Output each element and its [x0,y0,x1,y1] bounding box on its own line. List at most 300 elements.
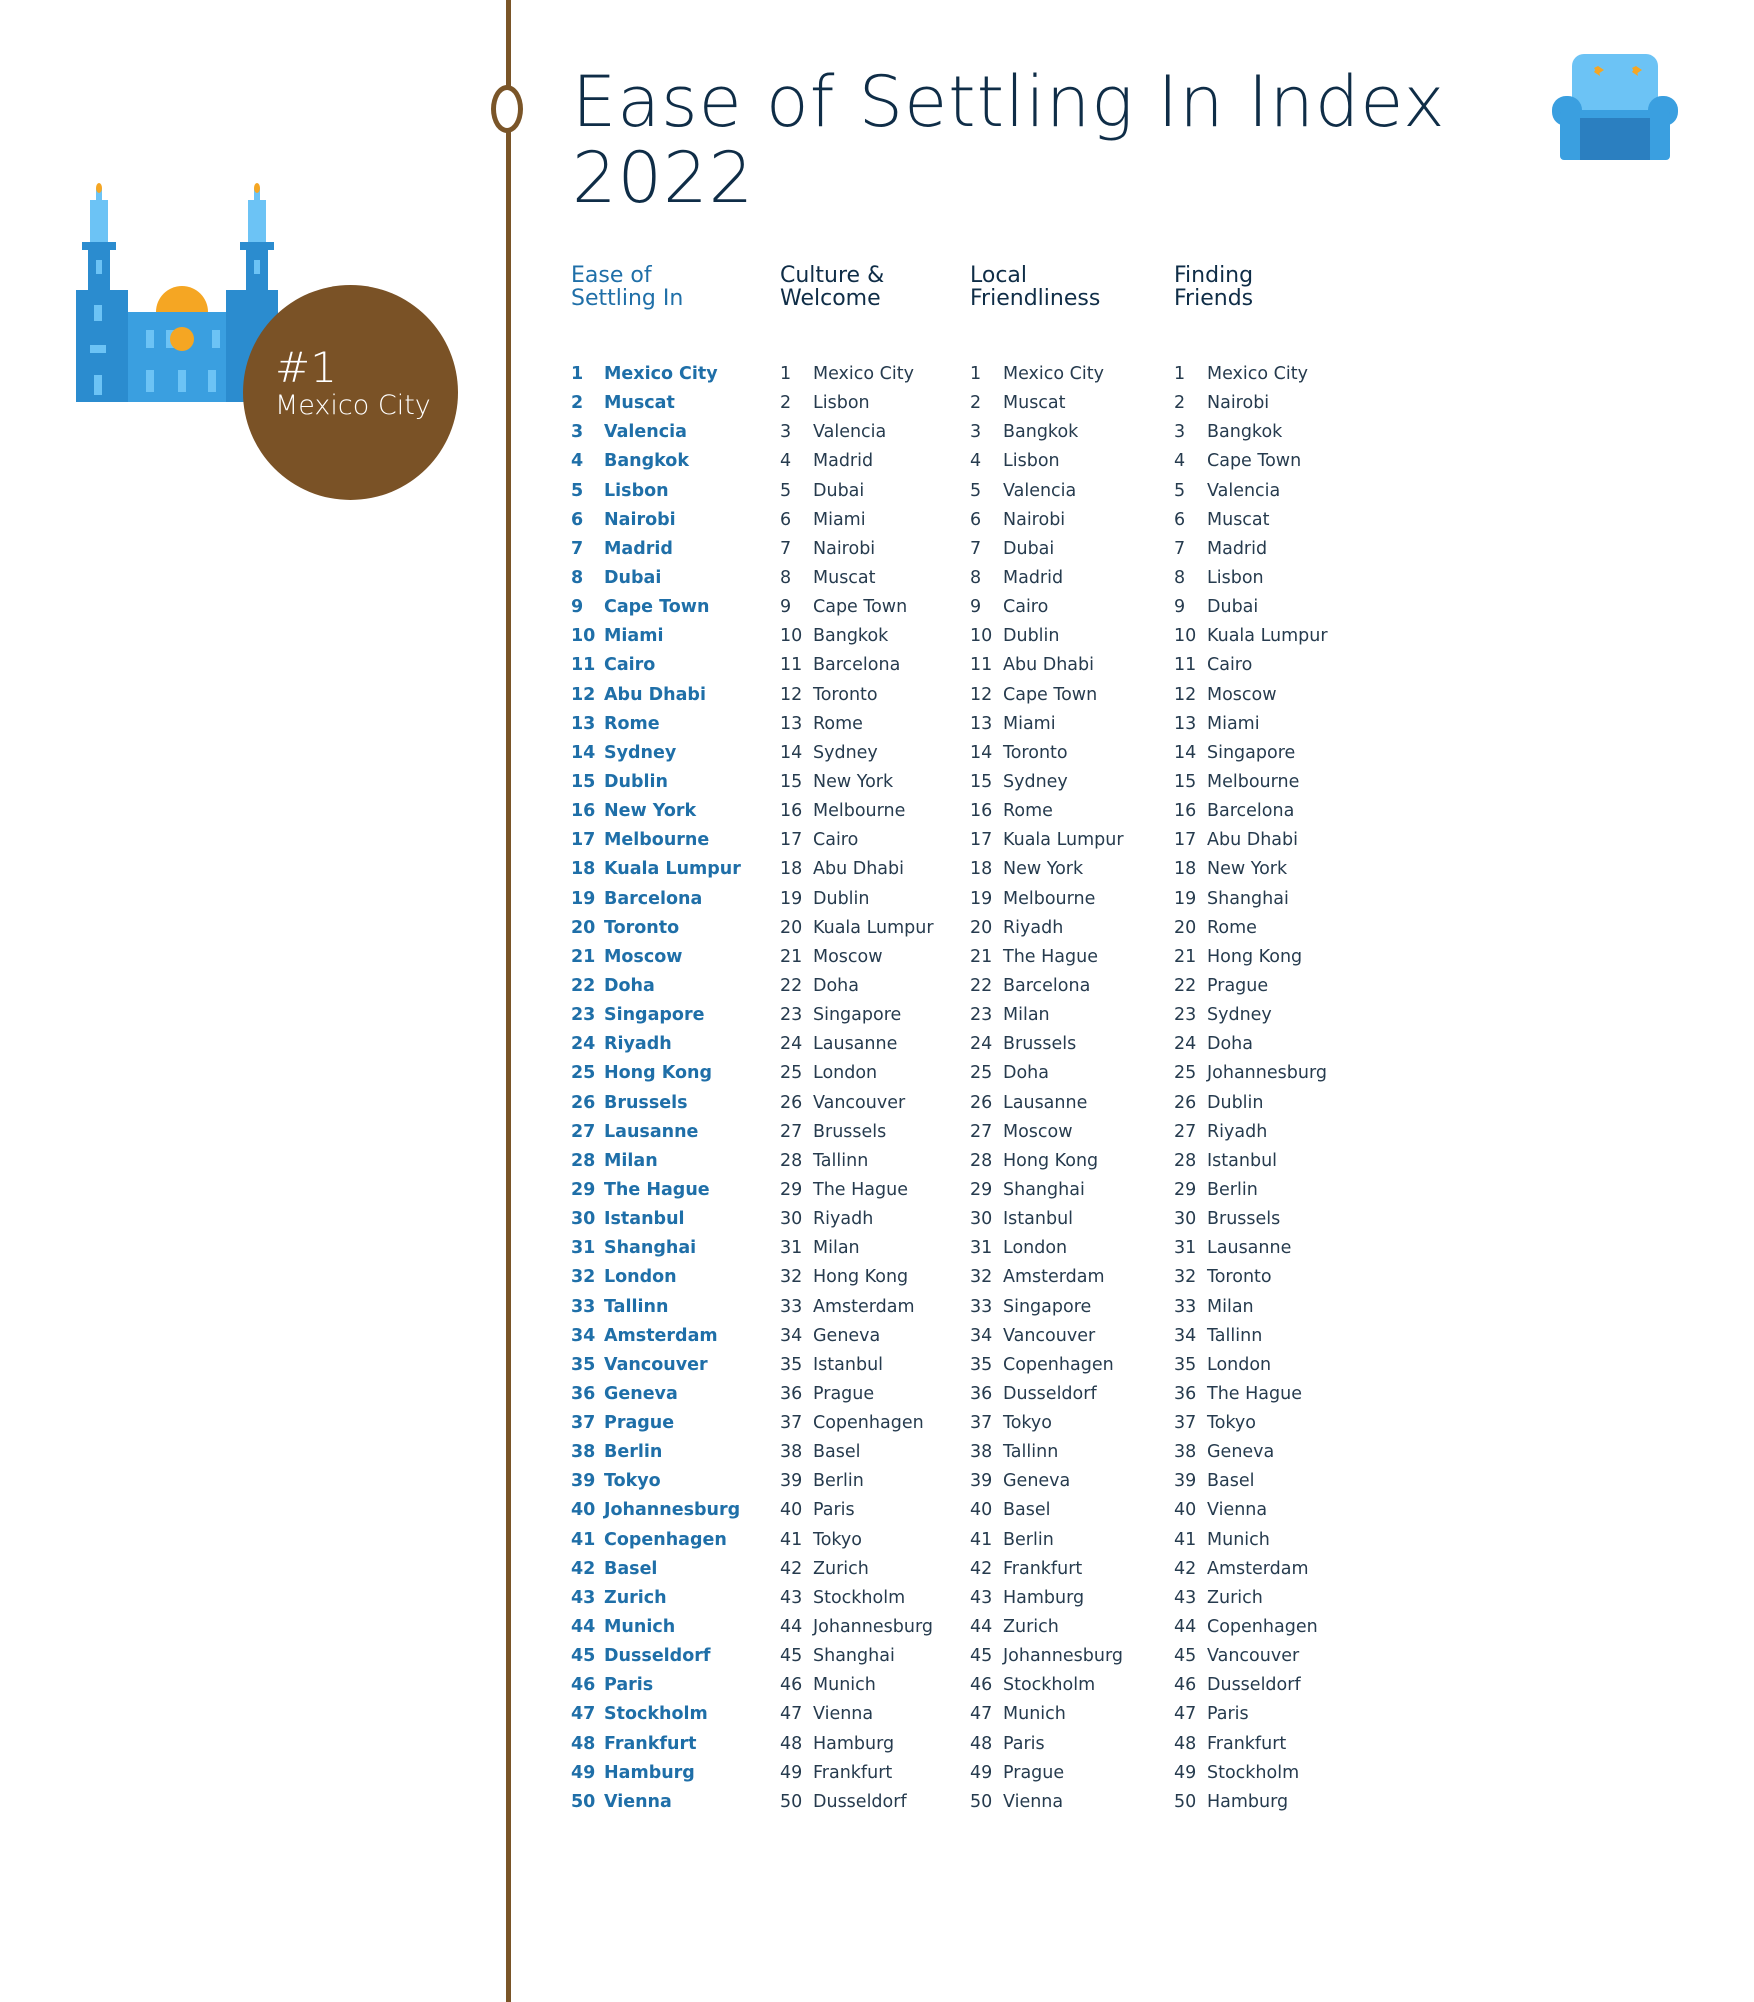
city-name: Geneva [1003,1471,1071,1492]
city-name: Miami [604,626,664,647]
list-item [970,1702,1124,1731]
rank-number: 12 [780,684,803,705]
list-item [571,1790,741,1819]
column-header: Finding Friends [1174,263,1254,311]
city-name: Tallinn [1003,1442,1059,1463]
list-item [780,1207,934,1236]
rank-number: 2 [571,393,584,414]
list-item [970,857,1124,886]
rank-number: 23 [780,1005,803,1026]
rank-number: 34 [780,1325,803,1346]
rank-number: 43 [1174,1587,1197,1608]
list-item [970,1061,1124,1090]
title-line-2: 2022 [572,137,755,219]
rank-number: 17 [571,830,596,851]
rank-number: 41 [780,1529,803,1550]
rank-number: 48 [1174,1733,1197,1754]
list-item [1174,945,1328,974]
city-name: Frankfurt [813,1762,893,1783]
city-name: Copenhagen [1003,1354,1114,1375]
rank-number: 24 [780,1034,803,1055]
city-name: Basel [1207,1471,1255,1492]
rank-number: 45 [780,1646,803,1667]
rank-number: 41 [970,1529,993,1550]
city-name: Dusseldorf [813,1791,907,1812]
rank-number: 22 [571,975,596,996]
rank-number: 45 [571,1646,596,1667]
city-name: Moscow [604,946,683,967]
rank-number: 44 [1174,1617,1197,1638]
rank-number: 20 [1174,917,1197,938]
city-name: Shanghai [1003,1179,1085,1200]
city-name: Milan [1003,1005,1050,1026]
rank-number: 49 [970,1762,993,1783]
city-name: Mexico City [1207,364,1308,384]
rank-number: 15 [571,771,596,792]
rank-number: 1 [1174,364,1186,384]
rank-number: 1 [780,364,792,384]
list-item [970,624,1124,653]
ranking-list [1174,362,1328,1819]
list-item [1174,1673,1328,1702]
city-name: Lisbon [604,480,669,501]
list-item [780,508,934,537]
list-item [571,624,741,653]
rank-number: 21 [571,946,596,967]
city-name: Basel [1003,1500,1051,1521]
ranking-list [970,362,1124,1819]
rank-number: 16 [970,801,993,822]
rank-number: 47 [780,1704,803,1725]
rank-number: 42 [571,1558,596,1579]
list-item [571,799,741,828]
city-name: Melbourne [1003,888,1096,909]
city-name: Dublin [1207,1092,1264,1113]
rank-number: 47 [1174,1704,1197,1725]
rank-number: 27 [780,1121,803,1142]
list-item [780,712,934,741]
rank-number: 45 [1174,1646,1197,1667]
city-name: Vienna [1003,1791,1064,1812]
city-name: Johannesburg [1207,1063,1327,1084]
list-item [970,537,1124,566]
city-name: Muscat [1207,509,1270,530]
rank-number: 33 [970,1296,993,1317]
rank-number: 18 [571,859,596,880]
list-item [571,1440,741,1469]
rank-number: 46 [970,1675,993,1696]
list-item [1174,741,1328,770]
city-name: London [1003,1238,1068,1259]
rank-number: 13 [970,713,993,734]
city-name: The Hague [604,1179,710,1200]
ranking-list [780,362,934,1819]
rank-number: 23 [571,1005,596,1026]
rank-number: 41 [571,1529,596,1550]
list-item [571,420,741,449]
list-item [1174,1382,1328,1411]
list-item [970,1382,1124,1411]
list-item [970,1615,1124,1644]
city-name: Dubai [1003,538,1055,559]
rank-number: 15 [1174,771,1197,792]
city-name: Kuala Lumpur [1003,830,1124,851]
rank-number: 5 [1174,480,1186,501]
rank-number: 11 [1174,655,1197,676]
list-item [780,1528,934,1557]
list-item [571,595,741,624]
list-item [780,1673,934,1702]
city-name: Lausanne [604,1121,699,1142]
list-item [571,1236,741,1265]
timeline-ring [491,85,523,133]
list-item [571,1411,741,1440]
rank-number: 9 [780,597,792,618]
rank-number: 30 [1174,1209,1197,1230]
city-name: New York [1207,859,1288,880]
list-item [1174,1411,1328,1440]
rank-number: 25 [970,1063,993,1084]
rank-number: 31 [1174,1238,1197,1259]
city-name: Miami [1207,713,1260,734]
rank-number: 17 [780,830,803,851]
list-item [571,362,741,391]
city-name: Toronto [813,684,878,705]
list-item [780,479,934,508]
list-item [970,1236,1124,1265]
rank-number: 11 [571,655,596,676]
rank-number: 40 [1174,1500,1197,1521]
city-name: Lisbon [1207,567,1264,588]
rank-number: 30 [780,1209,803,1230]
rank-number: 38 [571,1442,596,1463]
list-item [780,1790,934,1819]
list-item [970,887,1124,916]
list-item [970,683,1124,712]
rank-number: 5 [571,480,584,501]
column-header: Local Friendliness [970,263,1101,311]
rank-number: 45 [970,1646,993,1667]
city-name: Dublin [813,888,870,909]
list-item [1174,1265,1328,1294]
armchair-icon [1550,52,1680,162]
list-item [571,1673,741,1702]
list-item [780,1702,934,1731]
list-item [571,916,741,945]
rank-number: 36 [780,1383,803,1404]
rank-number: 19 [970,888,993,909]
list-item [780,887,934,916]
city-name: Melbourne [813,801,906,822]
rank-number: 8 [571,567,584,588]
rank-number: 25 [571,1063,596,1084]
rank-number: 42 [970,1558,993,1579]
page-title [572,61,1446,219]
city-name: Cairo [813,830,859,851]
list-item [780,1411,934,1440]
city-name: Doha [604,975,655,996]
city-name: Cairo [1207,655,1253,676]
list-item [571,741,741,770]
list-item [571,391,741,420]
list-item [571,1324,741,1353]
city-name: Barcelona [1207,801,1295,822]
rank-number: 22 [970,975,993,996]
list-item [970,566,1124,595]
list-item [571,566,741,595]
rank-number: 31 [780,1238,803,1259]
city-name: Toronto [1003,742,1068,763]
list-item [571,1149,741,1178]
city-name: Berlin [813,1471,864,1492]
city-name: Munich [813,1675,876,1696]
list-item [571,1207,741,1236]
rank-number: 17 [970,830,993,851]
city-name: Dusseldorf [1207,1675,1301,1696]
city-name: Sydney [1003,771,1068,792]
list-item [970,1440,1124,1469]
list-item [1174,1469,1328,1498]
rank-number: 19 [780,888,803,909]
rank-number: 49 [780,1762,803,1783]
city-name: Toronto [1207,1267,1272,1288]
column-finding-friends [1174,264,1328,1819]
city-name: Munich [604,1617,676,1638]
list-item [571,1761,741,1790]
list-item [1174,1091,1328,1120]
list-item [1174,1498,1328,1527]
city-name: Melbourne [604,830,710,851]
rank-number: 19 [571,888,596,909]
list-item [970,1790,1124,1819]
list-item [1174,1003,1328,1032]
list-item [970,1149,1124,1178]
city-name: Dubai [1207,597,1259,618]
rank-number: 39 [970,1471,993,1492]
rank-number: 21 [780,946,803,967]
city-name: Rome [813,713,863,734]
rank-number: 3 [970,422,982,443]
city-name: The Hague [813,1179,908,1200]
city-name: Hong Kong [1003,1150,1099,1171]
rank-number: 31 [970,1238,993,1259]
city-name: Muscat [1003,393,1066,414]
city-name: Tallinn [813,1150,869,1171]
city-name: Dusseldorf [604,1646,711,1667]
city-name: Toronto [604,917,680,938]
rank-number: 23 [970,1005,993,1026]
city-name: Paris [1003,1733,1045,1754]
rank-number: 43 [571,1587,596,1608]
list-item [1174,1236,1328,1265]
rank-number: 18 [1174,859,1197,880]
list-item [1174,916,1328,945]
city-name: Brussels [604,1092,688,1113]
city-name: Madrid [604,538,673,559]
city-name: Vancouver [1207,1646,1300,1667]
list-item [1174,1149,1328,1178]
city-name: Mexico City [813,364,914,384]
city-name: Milan [1207,1296,1254,1317]
list-item [571,683,741,712]
city-name: Paris [813,1500,855,1521]
rank-number: 41 [1174,1529,1197,1550]
city-name: Abu Dhabi [1003,655,1094,676]
list-item [1174,1207,1328,1236]
rank-number: 46 [571,1675,596,1696]
rank-number: 20 [571,917,596,938]
list-item [780,1032,934,1061]
city-name: Hamburg [1207,1791,1289,1812]
rank-number: 28 [1174,1150,1197,1171]
list-item [571,1732,741,1761]
city-name: London [1207,1354,1272,1375]
city-name: Basel [813,1442,861,1463]
rank-number: 48 [970,1733,993,1754]
city-name: New York [813,771,894,792]
city-name: Valencia [813,422,887,443]
city-name: Hamburg [1003,1587,1085,1608]
rank-number: 37 [780,1413,803,1434]
city-name: Bangkok [604,451,689,472]
rank-number: 42 [1174,1558,1197,1579]
city-name: Cape Town [1207,451,1302,472]
city-name: Cape Town [813,597,908,618]
list-item [970,1644,1124,1673]
list-item [571,449,741,478]
city-name: Lausanne [813,1034,898,1055]
city-name: Miami [1003,713,1056,734]
rank-number: 5 [970,480,982,501]
rank-number: 24 [970,1034,993,1055]
rank-number: 47 [571,1704,596,1725]
rank-number: 16 [780,801,803,822]
list-item [780,391,934,420]
list-item [970,1032,1124,1061]
city-name: Riyadh [813,1209,874,1230]
city-name: Stockholm [1207,1762,1300,1783]
list-item [780,1732,934,1761]
rank-number: 44 [780,1617,803,1638]
rank-number: 15 [780,771,803,792]
list-item [1174,1557,1328,1586]
city-name: Vienna [1207,1500,1268,1521]
list-item [1174,362,1328,391]
city-name: Berlin [604,1442,663,1463]
list-item [1174,1732,1328,1761]
city-name: Valencia [1003,480,1077,501]
list-item [571,1528,741,1557]
city-name: Lausanne [1207,1238,1292,1259]
column-header: Culture & Welcome [780,263,885,311]
list-item [970,799,1124,828]
list-item [571,1469,741,1498]
city-name: New York [604,801,697,822]
list-item [1174,391,1328,420]
rank-number: 3 [1174,422,1186,443]
city-name: Frankfurt [1003,1558,1083,1579]
city-name: Prague [813,1383,875,1404]
city-name: Tallinn [604,1296,669,1317]
list-item [970,362,1124,391]
column-culture-welcome [780,264,934,1819]
city-name: Vienna [813,1704,874,1725]
title-line-1: Ease of Settling In Index [572,61,1446,143]
rank-number: 14 [571,742,596,763]
city-name: Kuala Lumpur [1207,626,1328,647]
list-item [571,479,741,508]
city-name: Dusseldorf [1003,1383,1097,1404]
city-name: Doha [1207,1034,1253,1055]
city-name: Shanghai [813,1646,895,1667]
rank-number: 4 [970,451,982,472]
city-name: Barcelona [1003,975,1091,996]
city-name: Doha [813,975,859,996]
rank-number: 14 [1174,742,1197,763]
city-name: Geneva [604,1383,678,1404]
city-name: Cairo [1003,597,1049,618]
city-name: Tokyo [1207,1413,1256,1434]
list-item [571,1353,741,1382]
city-name: Johannesburg [604,1500,741,1521]
city-name: Tokyo [813,1529,862,1550]
list-item [1174,1061,1328,1090]
rank-number: 33 [571,1296,596,1317]
list-item [571,1091,741,1120]
city-name: Geneva [1207,1442,1275,1463]
list-item [571,1003,741,1032]
list-item [970,479,1124,508]
list-item [780,1644,934,1673]
city-name: Amsterdam [1003,1267,1105,1288]
list-item [1174,1586,1328,1615]
list-item [780,828,934,857]
list-item [1174,799,1328,828]
list-item [970,1411,1124,1440]
list-item [1174,595,1328,624]
city-name: Copenhagen [813,1413,924,1434]
city-name: Doha [1003,1063,1049,1084]
city-name: Zurich [813,1558,869,1579]
list-item [780,1178,934,1207]
rank-number: 34 [571,1325,596,1346]
list-item [571,537,741,566]
city-name: Stockholm [604,1704,708,1725]
city-name: Moscow [1207,684,1277,705]
rank-number: 6 [970,509,982,530]
city-name: Cape Town [604,597,710,618]
list-item [1174,653,1328,682]
rank-number: 18 [970,859,993,880]
rank-number: 4 [1174,451,1186,472]
rank-number: 44 [571,1617,596,1638]
city-name: Valencia [604,422,687,443]
list-item [780,595,934,624]
list-item [780,1120,934,1149]
list-item [571,712,741,741]
city-name: Lisbon [1003,451,1060,472]
rank-number: 26 [571,1092,596,1113]
list-item [970,1469,1124,1498]
list-item [970,1003,1124,1032]
city-name: Bangkok [1207,422,1283,443]
city-name: Vienna [604,1791,672,1812]
rank-number: 6 [780,509,792,530]
rank-number: 12 [1174,684,1197,705]
list-item [780,624,934,653]
rank-number: 43 [970,1587,993,1608]
rank-number: 11 [780,655,803,676]
